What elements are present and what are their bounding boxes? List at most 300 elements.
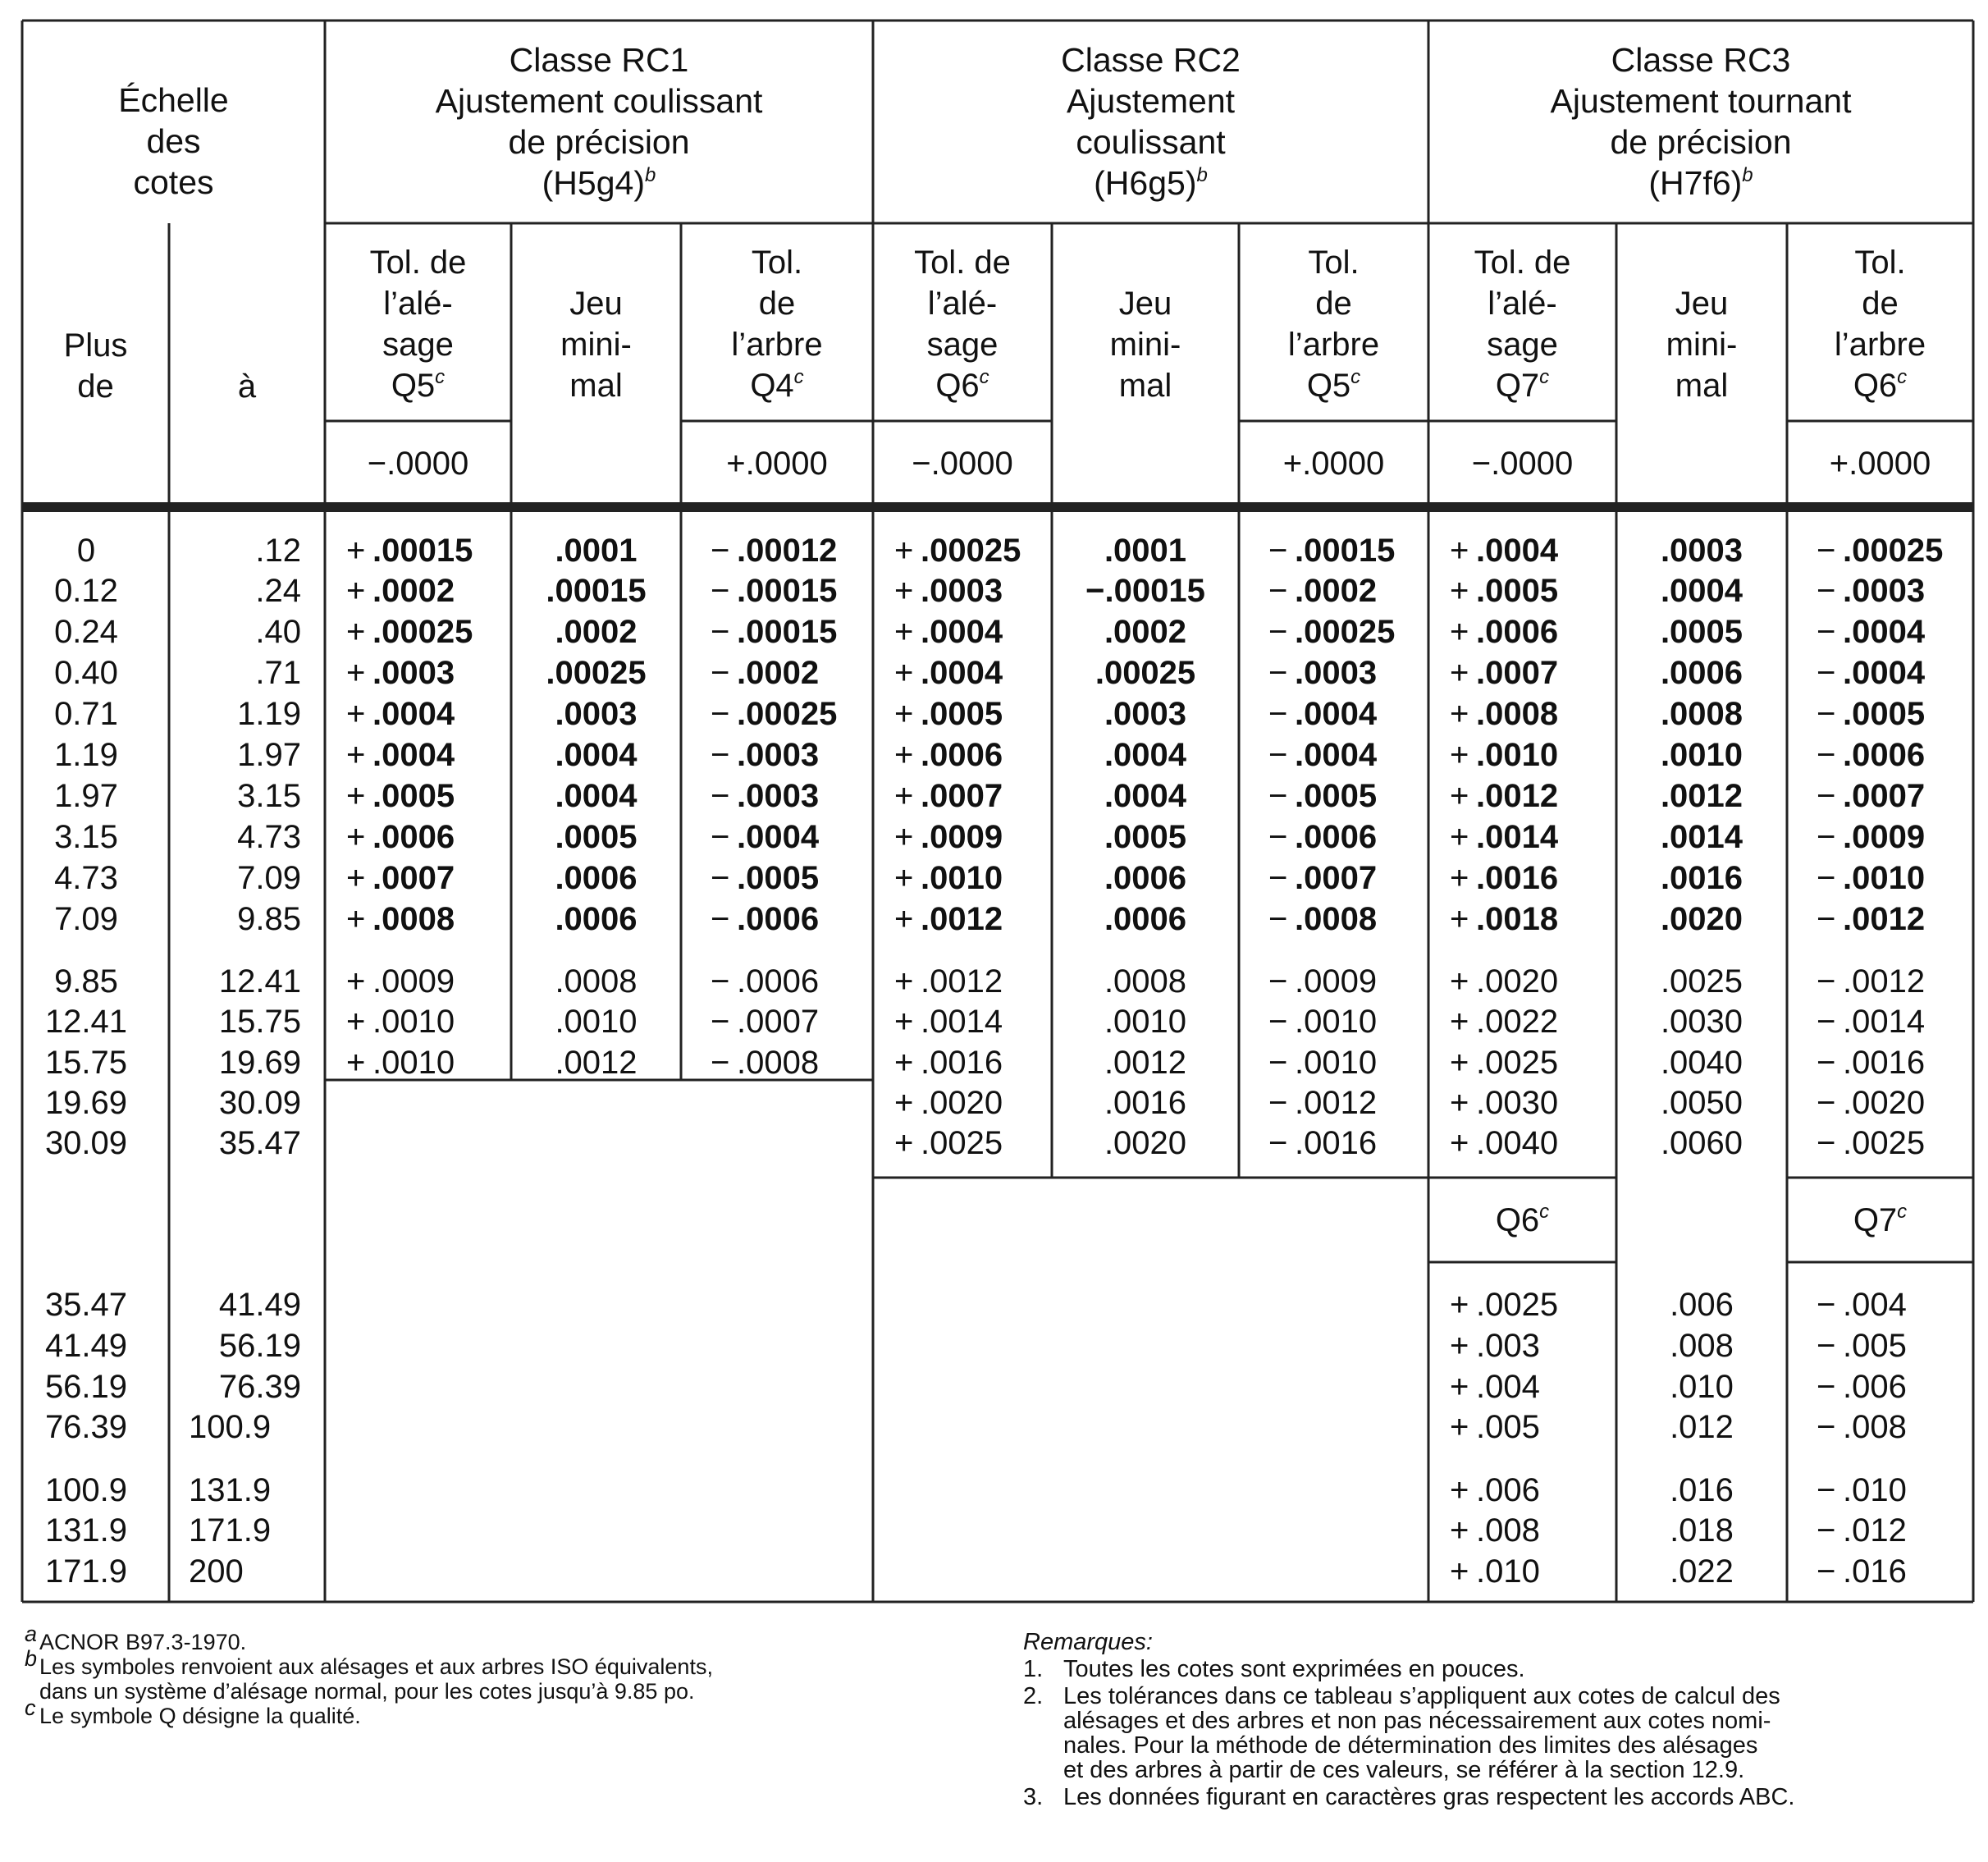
- range-to: 1.19: [237, 696, 301, 732]
- table-row: [1450, 655, 1926, 691]
- shaft-tolerance-value: .0007: [737, 1004, 820, 1040]
- shaft-tolerance-header: l’arbre: [1834, 327, 1926, 363]
- min-clearance-value: .00025: [1095, 655, 1196, 691]
- shaft-tolerance-value: .0007: [1843, 778, 1926, 814]
- table-row: [894, 1045, 1377, 1081]
- shaft-tolerance-value: .0005: [1843, 696, 1926, 732]
- hole-tolerance-value: .0007: [921, 778, 1003, 814]
- min-clearance-value: .0060: [1660, 1125, 1743, 1161]
- min-clearance-value: .0010: [1104, 1004, 1187, 1040]
- shaft-quality: Q4$^c$: [750, 366, 804, 404]
- hole-tolerance-value: .0014: [1476, 819, 1559, 855]
- shaft-tolerance-value: .0006: [1295, 819, 1378, 855]
- footnote-text: dans un système d’alésage normal, pour les cotes jusqu’à 9.85 po.: [39, 1679, 695, 1704]
- range-from: 3.15: [54, 819, 118, 855]
- remark-number: 1.: [1023, 1656, 1044, 1682]
- min-clearance-value: .0050: [1660, 1085, 1743, 1121]
- sign-minus: −: [1817, 1004, 1836, 1040]
- sign-plus: +: [1450, 533, 1469, 569]
- table-row: [894, 614, 1395, 650]
- range-to: .71: [255, 655, 301, 691]
- shaft-tolerance-value: .0020: [1843, 1085, 1926, 1121]
- sign-plus: +: [894, 573, 914, 609]
- sign-plus: +: [1450, 901, 1469, 937]
- remark-text: Les tolérances dans ce tableau s’appliquent aux cotes de calcul des: [1063, 1683, 1780, 1709]
- table-row: [346, 963, 819, 1000]
- shaft-tolerance-value: .0010: [1295, 1004, 1378, 1040]
- shaft-tolerance-value: .004: [1843, 1287, 1907, 1323]
- sign-minus: −: [1817, 614, 1836, 650]
- min-clearance-value: .0001: [1104, 533, 1187, 569]
- shaft-tolerance-value: .0003: [737, 778, 820, 814]
- sign-minus: −: [1817, 573, 1836, 609]
- table-row: [894, 533, 1395, 569]
- min-clearance-value: .0002: [555, 614, 638, 650]
- shaft-tolerance-value: .0006: [737, 901, 820, 937]
- shaft-tolerance-value: .0004: [737, 819, 820, 855]
- hole-tolerance-value: .0022: [1476, 1004, 1559, 1040]
- range-to: 35.47: [218, 1125, 301, 1161]
- hole-tolerance-value: .0006: [372, 819, 455, 855]
- hole-tolerance-value: .0005: [921, 696, 1003, 732]
- shaft-tolerance-value: .0006: [737, 963, 820, 1000]
- range-to: 30.09: [218, 1085, 301, 1121]
- shaft-tolerance-header: de: [1862, 286, 1899, 322]
- to-label: à: [237, 368, 257, 405]
- min-clearance-header: mini-: [1109, 327, 1181, 363]
- range-from: 7.09: [54, 901, 118, 937]
- shaft-tolerance-value: .0025: [1843, 1125, 1926, 1161]
- table-row: [346, 737, 819, 773]
- table-row: [346, 1004, 819, 1040]
- hole-tolerance-header: Tol. de: [1474, 245, 1571, 281]
- sign-minus: −: [1817, 1125, 1836, 1161]
- sign-plus: +: [894, 696, 914, 732]
- min-clearance-value: .0004: [555, 737, 638, 773]
- hole-tolerance-value: .0007: [1476, 655, 1559, 691]
- hole-tolerance-value: .0009: [921, 819, 1003, 855]
- shaft-tolerance-value: .012: [1843, 1512, 1907, 1549]
- range-to: .24: [255, 573, 301, 609]
- table-row: [1450, 1004, 1925, 1040]
- scale-header-line: Échelle: [118, 81, 229, 119]
- min-clearance-header: Jeu: [1118, 286, 1172, 322]
- table-row: [346, 696, 837, 732]
- table-row: [1450, 1409, 1907, 1445]
- sign-minus: −: [1817, 1287, 1836, 1323]
- table-row: [1450, 1125, 1925, 1161]
- hole-quality: Q6$^c$: [935, 366, 989, 404]
- range-from: 56.19: [44, 1369, 128, 1405]
- hole-tolerance-header: l’alé-: [1488, 286, 1557, 322]
- hole-tolerance-header: sage: [1487, 327, 1558, 363]
- shaft-tolerance-value: .00015: [737, 573, 838, 609]
- hole-tolerance-value: .00015: [372, 533, 473, 569]
- hole-tolerance-value: .0012: [921, 901, 1003, 937]
- min-clearance-value: .0003: [555, 696, 638, 732]
- shaft-tolerance-value: .0004: [1843, 614, 1926, 650]
- shaft-tolerance-value: .00015: [1295, 533, 1396, 569]
- sign-minus: −: [1817, 778, 1836, 814]
- class-header-line: Classe RC3: [1611, 41, 1791, 79]
- sign-plus: +: [346, 963, 366, 1000]
- range-from: 0.12: [54, 573, 118, 609]
- sign-plus: +: [346, 696, 366, 732]
- shaft-tolerance-value: .0004: [1295, 696, 1378, 732]
- hole-tolerance-value: .0016: [1476, 860, 1559, 896]
- table-header: [64, 41, 1931, 482]
- hole-tolerance-value: .0004: [921, 655, 1003, 691]
- hole-tolerance-value: .0010: [372, 1045, 455, 1081]
- sign-minus: −: [1817, 737, 1836, 773]
- min-clearance-value: .0010: [555, 1004, 638, 1040]
- table-row: [894, 1085, 1377, 1121]
- range-to: 9.85: [237, 901, 301, 937]
- sign-plus: +: [894, 860, 914, 896]
- sign-plus: +: [1450, 1553, 1469, 1590]
- range-to: 19.69: [218, 1045, 301, 1081]
- class-header-line: de précision: [508, 123, 690, 161]
- table-row: [1450, 1085, 1925, 1121]
- range-to: 100.9: [189, 1409, 272, 1445]
- sign-minus: −: [1817, 1045, 1836, 1081]
- min-clearance-header: Jeu: [1675, 286, 1729, 322]
- sign-plus: +: [894, 778, 914, 814]
- hole-tolerance-value: .0005: [372, 778, 455, 814]
- range-from: 12.41: [44, 1004, 128, 1040]
- min-clearance-value: .0004: [1104, 778, 1187, 814]
- sign-minus: −: [1268, 573, 1288, 609]
- table-row: [1450, 963, 1925, 1000]
- footnote-text: Le symbole Q désigne la qualité.: [39, 1704, 361, 1728]
- min-clearance-header: mal: [1675, 368, 1729, 404]
- hole-tolerance-header: l’alé-: [927, 286, 998, 322]
- min-clearance-value: .0004: [555, 778, 638, 814]
- shaft-tolerance-value: .0005: [1295, 778, 1378, 814]
- sign-plus: +: [1450, 1045, 1469, 1081]
- hole-tolerance-value: .003: [1476, 1328, 1540, 1364]
- shaft-quality: Q6$^c$: [1853, 366, 1908, 404]
- min-clearance-value: .0008: [1660, 696, 1743, 732]
- hole-tolerance-value: .0030: [1476, 1085, 1559, 1121]
- remark-text: alésages et des arbres et non pas nécessairement aux cotes nomi-: [1063, 1708, 1771, 1734]
- sign-plus: +: [346, 778, 366, 814]
- sign-minus: −: [711, 655, 730, 691]
- sign-plus: +: [1450, 1287, 1469, 1323]
- remark-text: Les données figurant en caractères gras respectent les accords ABC.: [1063, 1784, 1795, 1810]
- table-row: [894, 1004, 1377, 1040]
- shaft-tolerance-header: l’arbre: [731, 327, 823, 363]
- table-row: [346, 819, 820, 855]
- shaft-tolerance-value: .00025: [737, 696, 838, 732]
- table-row: [1450, 533, 1943, 569]
- min-clearance-value: .0001: [555, 533, 638, 569]
- class-fit-symbol: $(H5g4)^b$: [542, 164, 656, 202]
- sign-minus: −: [1817, 1409, 1836, 1445]
- hole-tolerance-value: .0006: [1476, 614, 1559, 650]
- min-clearance-value: .0006: [555, 901, 638, 937]
- min-clearance-value: .00015: [546, 573, 647, 609]
- min-clearance-value: .006: [1670, 1287, 1734, 1323]
- class-header-line: Classe RC2: [1061, 41, 1241, 79]
- min-clearance-value: .0003: [1660, 533, 1743, 569]
- hole-tolerance-value: .0040: [1476, 1125, 1559, 1161]
- sign-minus: −: [1268, 1004, 1288, 1040]
- table-row: [894, 778, 1377, 814]
- sign-plus: +: [346, 1004, 366, 1040]
- min-clearance-value: .0010: [1660, 737, 1743, 773]
- sign-minus: −: [1268, 901, 1288, 937]
- sign-plus: +: [1450, 1472, 1469, 1508]
- sign-minus: −: [1268, 1045, 1288, 1081]
- table-row: [1450, 860, 1925, 896]
- min-clearance-header: mini-: [560, 327, 632, 363]
- min-clearance-value: .016: [1670, 1472, 1734, 1508]
- table-row: [346, 655, 819, 691]
- hole-tolerance-value: .0012: [921, 963, 1003, 1000]
- shaft-tolerance-value: .0009: [1295, 963, 1378, 1000]
- hole-base-deviation: −.0000: [912, 446, 1013, 482]
- footnote-mark: c: [25, 1695, 36, 1720]
- sign-minus: −: [711, 1004, 730, 1040]
- min-clearance-value: .0006: [1104, 901, 1187, 937]
- table-body: [45, 533, 1943, 1590]
- shaft-tolerance-value: .0002: [1295, 573, 1378, 609]
- sign-plus: +: [1450, 1125, 1469, 1161]
- range-from: 15.75: [44, 1045, 128, 1081]
- table-row: [346, 614, 837, 650]
- sign-plus: +: [1450, 819, 1469, 855]
- shaft-tolerance-header: Tol.: [1854, 245, 1906, 281]
- table-row: [1450, 573, 1925, 609]
- hole-tolerance-value: .0003: [921, 573, 1003, 609]
- sign-plus: +: [894, 533, 914, 569]
- hole-tolerance-value: .0010: [372, 1004, 455, 1040]
- class-header-line: Ajustement coulissant: [435, 82, 763, 120]
- hole-tolerance-value: .00025: [372, 614, 473, 650]
- range-from: 100.9: [44, 1472, 128, 1508]
- sign-plus: +: [894, 1004, 914, 1040]
- table-row: [894, 819, 1377, 855]
- table-row: [894, 963, 1377, 1000]
- shaft-tolerance-value: .0012: [1295, 1085, 1378, 1121]
- table-row: [346, 533, 837, 569]
- shaft-quality: Q5$^c$: [1306, 366, 1361, 404]
- hole-tolerance-value: .0018: [1476, 901, 1559, 937]
- range-to: 41.49: [218, 1287, 301, 1323]
- sign-plus: +: [894, 1125, 914, 1161]
- sign-plus: +: [1450, 860, 1469, 896]
- range-from: 0.71: [54, 696, 118, 732]
- scale-header-line: cotes: [133, 163, 214, 201]
- hole-tolerance-value: .0002: [372, 573, 455, 609]
- table-row: [894, 696, 1378, 732]
- table-row: [1450, 1045, 1925, 1081]
- shaft-tolerance-value: .0009: [1843, 819, 1926, 855]
- range-from: 0.24: [54, 614, 118, 650]
- sign-plus: +: [1450, 737, 1469, 773]
- hole-tolerance-value: .005: [1476, 1409, 1540, 1445]
- sign-minus: −: [1268, 696, 1288, 732]
- sign-minus: −: [1817, 1085, 1836, 1121]
- range-from: 76.39: [44, 1409, 128, 1445]
- footnote-text: Les symboles renvoient aux alésages et aux arbres ISO équivalents,: [39, 1654, 713, 1679]
- min-clearance-value: .0016: [1104, 1085, 1187, 1121]
- remark-text: et des arbres à partir de ces valeurs, se référer à la section 12.9.: [1063, 1757, 1745, 1783]
- class-header-line: de précision: [1610, 123, 1792, 161]
- hole-tolerance-header: sage: [926, 327, 999, 363]
- sign-plus: +: [894, 819, 914, 855]
- table-row: [1450, 819, 1925, 855]
- hole-tolerance-value: .006: [1476, 1472, 1540, 1508]
- range-to: 131.9: [189, 1472, 272, 1508]
- min-clearance-value: .0004: [1660, 573, 1743, 609]
- footnote-mark: b: [25, 1646, 38, 1671]
- min-clearance-value: .0040: [1660, 1045, 1743, 1081]
- sign-minus: −: [1817, 1328, 1836, 1364]
- sign-minus: −: [711, 614, 730, 650]
- range-from: 4.73: [54, 860, 118, 896]
- class-fit-symbol: $(H6g5)^b$: [1094, 164, 1208, 202]
- min-clearance-value: .0006: [1104, 860, 1187, 896]
- sign-plus: +: [894, 901, 914, 937]
- min-clearance-value: .0005: [555, 819, 638, 855]
- sign-minus: −: [1268, 1085, 1288, 1121]
- range-from: 1.19: [54, 737, 118, 773]
- hole-tolerance-value: .0008: [372, 901, 455, 937]
- table-row: [1450, 901, 1925, 937]
- hole-tolerance-value: .0005: [1476, 573, 1559, 609]
- sign-plus: +: [1450, 655, 1469, 691]
- sign-minus: −: [711, 778, 730, 814]
- shaft-tolerance-value: .00015: [737, 614, 838, 650]
- remark-number: 3.: [1023, 1784, 1044, 1810]
- min-clearance-header: mini-: [1666, 327, 1738, 363]
- min-clearance-value: .022: [1670, 1553, 1734, 1590]
- sign-plus: +: [1450, 614, 1469, 650]
- shaft-tolerance-value: .008: [1843, 1409, 1907, 1445]
- sign-minus: −: [711, 737, 730, 773]
- class-header-line: Ajustement tournant: [1550, 82, 1852, 120]
- rc3-large-shaft-quality: Q7$^c$: [1853, 1201, 1908, 1238]
- shaft-base-deviation: +.0000: [726, 446, 828, 482]
- range-from: 0.40: [54, 655, 118, 691]
- shaft-base-deviation: +.0000: [1282, 446, 1385, 482]
- shaft-tolerance-value: .0008: [737, 1045, 820, 1081]
- sign-minus: −: [711, 696, 730, 732]
- sign-plus: +: [346, 901, 366, 937]
- sign-minus: −: [1817, 901, 1836, 937]
- sign-minus: −: [1817, 963, 1836, 1000]
- hole-tolerance-value: .0004: [1476, 533, 1559, 569]
- class-header-line: Classe RC1: [509, 41, 689, 79]
- hole-tolerance-value: .0004: [372, 737, 455, 773]
- sign-plus: +: [894, 655, 914, 691]
- sign-plus: +: [346, 614, 366, 650]
- shaft-tolerance-value: .0006: [1843, 737, 1926, 773]
- shaft-tolerance-value: .006: [1843, 1369, 1907, 1405]
- table-row: [1450, 1328, 1907, 1364]
- hole-tolerance-value: .0010: [921, 860, 1003, 896]
- hole-tolerance-value: .0020: [921, 1085, 1003, 1121]
- from-label: Plus: [63, 327, 128, 364]
- shaft-tolerance-value: .0003: [737, 737, 820, 773]
- footnote-text: ACNOR B97.3-1970.: [39, 1630, 247, 1654]
- hole-quality: Q7$^c$: [1495, 366, 1550, 404]
- min-clearance-value: .0006: [1660, 655, 1743, 691]
- remark-text: nales. Pour la méthode de détermination des limites des alésages: [1063, 1732, 1758, 1759]
- min-clearance-header: mal: [569, 368, 623, 404]
- hole-tolerance-value: .008: [1476, 1512, 1540, 1549]
- min-clearance-value: .0014: [1660, 819, 1743, 855]
- shaft-tolerance-value: .0014: [1843, 1004, 1926, 1040]
- sign-plus: +: [894, 1045, 914, 1081]
- shaft-tolerance-value: .005: [1843, 1328, 1907, 1364]
- shaft-tolerance-header: Tol.: [1308, 245, 1360, 281]
- sign-minus: −: [1268, 1125, 1288, 1161]
- min-clearance-value: .00025: [546, 655, 647, 691]
- sign-minus: −: [1817, 696, 1836, 732]
- min-clearance-value: .0003: [1104, 696, 1187, 732]
- sign-minus: −: [1268, 533, 1288, 569]
- sign-plus: +: [346, 573, 366, 609]
- range-from: 1.97: [54, 778, 118, 814]
- hole-tolerance-value: .004: [1476, 1369, 1540, 1405]
- sign-minus: −: [711, 533, 730, 569]
- range-from: 131.9: [44, 1512, 128, 1549]
- table-row: [1450, 696, 1925, 732]
- min-clearance-value: .0005: [1660, 614, 1743, 650]
- range-from: 0: [76, 533, 96, 569]
- range-from: 19.69: [44, 1085, 128, 1121]
- range-to: 1.97: [237, 737, 301, 773]
- table-row: [1450, 1369, 1907, 1405]
- shaft-tolerance-value: .016: [1843, 1553, 1907, 1590]
- hole-base-deviation: −.0000: [367, 446, 469, 482]
- shaft-tolerance-value: .0003: [1295, 655, 1378, 691]
- min-clearance-value: .0016: [1660, 860, 1743, 896]
- hole-tolerance-header: Tol. de: [369, 245, 467, 281]
- sign-plus: +: [1450, 1085, 1469, 1121]
- min-clearance-value: .018: [1670, 1512, 1734, 1549]
- hole-tolerance-value: .0016: [921, 1045, 1003, 1081]
- range-to: 15.75: [218, 1004, 301, 1040]
- table-row: [894, 573, 1377, 609]
- class-header-line: Ajustement: [1066, 82, 1236, 120]
- shaft-tolerance-value: .0012: [1843, 901, 1926, 937]
- shaft-tolerance-value: .0016: [1843, 1045, 1926, 1081]
- sign-minus: −: [711, 1045, 730, 1081]
- sign-minus: −: [1817, 860, 1836, 896]
- hole-base-deviation: −.0000: [1471, 446, 1574, 482]
- sign-minus: −: [1268, 655, 1288, 691]
- range-to: 56.19: [218, 1328, 301, 1364]
- sign-plus: +: [894, 963, 914, 1000]
- range-from: 9.85: [54, 963, 118, 1000]
- shaft-tolerance-value: .00012: [737, 533, 838, 569]
- table-row: [346, 901, 819, 937]
- min-clearance-header: mal: [1118, 368, 1172, 404]
- hole-quality: Q5$^c$: [391, 366, 446, 404]
- table-row: [894, 655, 1377, 691]
- sign-plus: +: [346, 819, 366, 855]
- shaft-tolerance-header: l’arbre: [1287, 327, 1380, 363]
- sign-plus: +: [894, 614, 914, 650]
- min-clearance-value: .0020: [1660, 901, 1743, 937]
- hole-tolerance-value: .0004: [372, 696, 455, 732]
- range-from: 30.09: [44, 1125, 128, 1161]
- hole-tolerance-header: sage: [382, 327, 454, 363]
